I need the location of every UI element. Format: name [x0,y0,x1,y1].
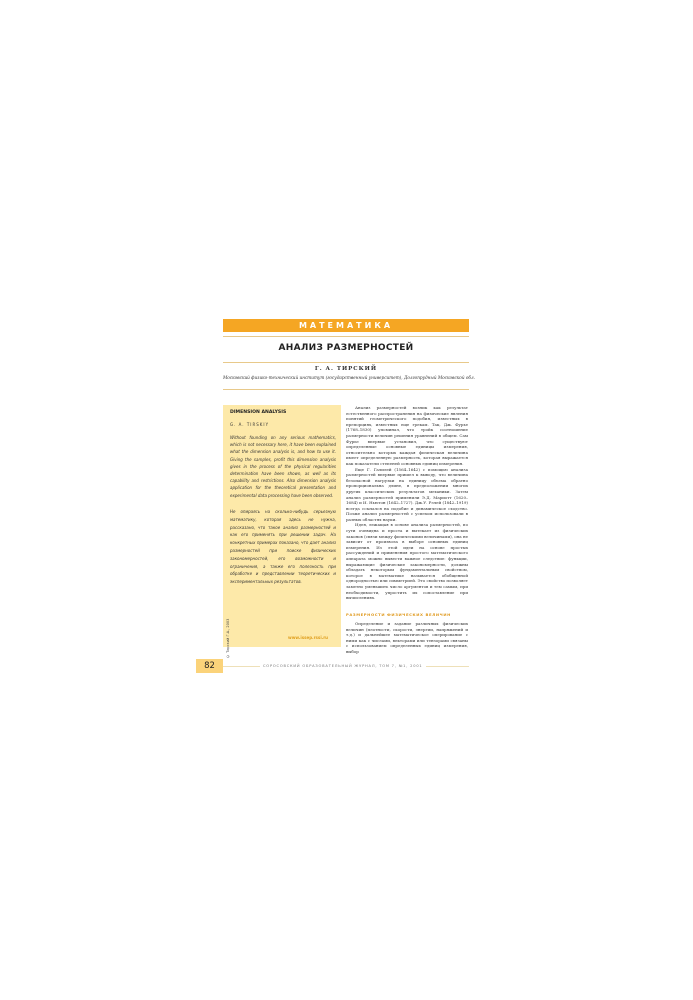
copyright-notice: © Тирский Г.А., 2003 [226,618,230,658]
abstract-author: G. A. TIRSKIY [230,422,270,427]
divider [223,389,469,390]
divider [223,362,469,363]
author-affiliation: Московский физико-технический институт (государственный университет), Долгопрудный Московской обл. [223,375,475,380]
abstract-text-ru: Не опираясь на сколько-нибудь серьезную математику, которая здесь не нужна, рассказано, что такое анализ размерностей и как его применять при решении задач. На конкретных примерах показано, что дает анализ размерностей при поиске физических закономерностей, его возможности и ограничения, а также его полезность при обработке и представлении теоретических и экспериментальных результатов. [230,509,336,585]
article-title: АНАЛИЗ РАЗМЕРНОСТЕЙ [278,343,414,353]
abstract-title: DIMENSION ANALYSIS [230,410,287,415]
abstract-text-en: Without founding on any serious mathematics, which is not necessary here, it have been explained what the dimension analysis is, and how to use it. Giving the samples, profit this dimension analysis gives in the process of the physical regularities determination have been shown, as well as its capability and restrictions. Also dimension analysis application for the theoretical presentation and experimental data processing have been observed. [230,435,336,498]
journal-footer: СОРОСОВСКИЙ ОБРАЗОВАТЕЛЬНЫЙ ЖУРНАЛ, ТОМ 7, №1, 2001 [260,664,426,668]
page-number: 82 [196,659,223,673]
body-paragraph: Определение и задание различных физических величин (плотности, скорости, энергии, напряжений и т.д.) и дальнейшее математическое оперирование с ними как с числами, векторами или тензорами связаны с использованием определенных единиц измерения, выбор [346,621,468,654]
section-subheading: РАЗМЕРНОСТИ ФИЗИЧЕСКИХ ВЕЛИЧИН [346,612,451,617]
body-paragraph: Еще Г. Галилей (1564–1642) с помощью анализа размерностей впервые пришел к выводу, что величина безопасной нагрузки на единицу объема обратно пропорциональна длине, в предположении многих других классических результатов механики. Затем анализ размерностей применили Э.Д. Мариотт (1620–1684) и И. Ньютон (1642–1727). Дж.У. Рэлей (1842–1919) всегда ссылался на подобие и динамическое сходство. Позже анализ размерностей с успехом использовали в разных областях науки. [346,466,468,522]
article-body [346,405,468,601]
body-paragraph: Идея, лежащая в основе анализа размерностей, по сути очевидна и проста и вытекает из физических законов (связи между физическими величинами), она не зависит от произвола в выборе основных единиц измерения. Из этой идеи на основе простых рассуждений и применения простого математического аппарата можно вывести важное следствие: функции, выражающие физические закономерности, должны обладать некоторым фундаментальным свойством, которое в математике называется обобщенной однородностью или симметрией. Это свойство позволяет заметно уменьшить число аргументов и тем самым, при необходимости, упростить их сопоставление при вычислениях. [346,522,468,601]
body-paragraph: Анализ размерностей возник как результат естественного распространения на физические явления понятий геометрического подобия, известных в препорциях, известных еще грекам. Так, Дж. Фурье (1768–1830) упоминал, что тройк соотношение размерности величин решения уравнений в общем. Сам Фурье впервые установил, что существуют определенные основные единицы измерения, относительно которых каждая физическая величина имеет определенную размерность, которая выражается как показатели степеней основных единиц измерения. [346,405,468,466]
divider [223,336,469,337]
article-body-continued [346,621,468,655]
section-banner: МАТЕМАТИКА [223,319,469,332]
article-author: Г. А. ТИРСКИЙ [314,366,378,372]
journal-url-link[interactable]: www.issep.rssi.ru [288,635,329,640]
